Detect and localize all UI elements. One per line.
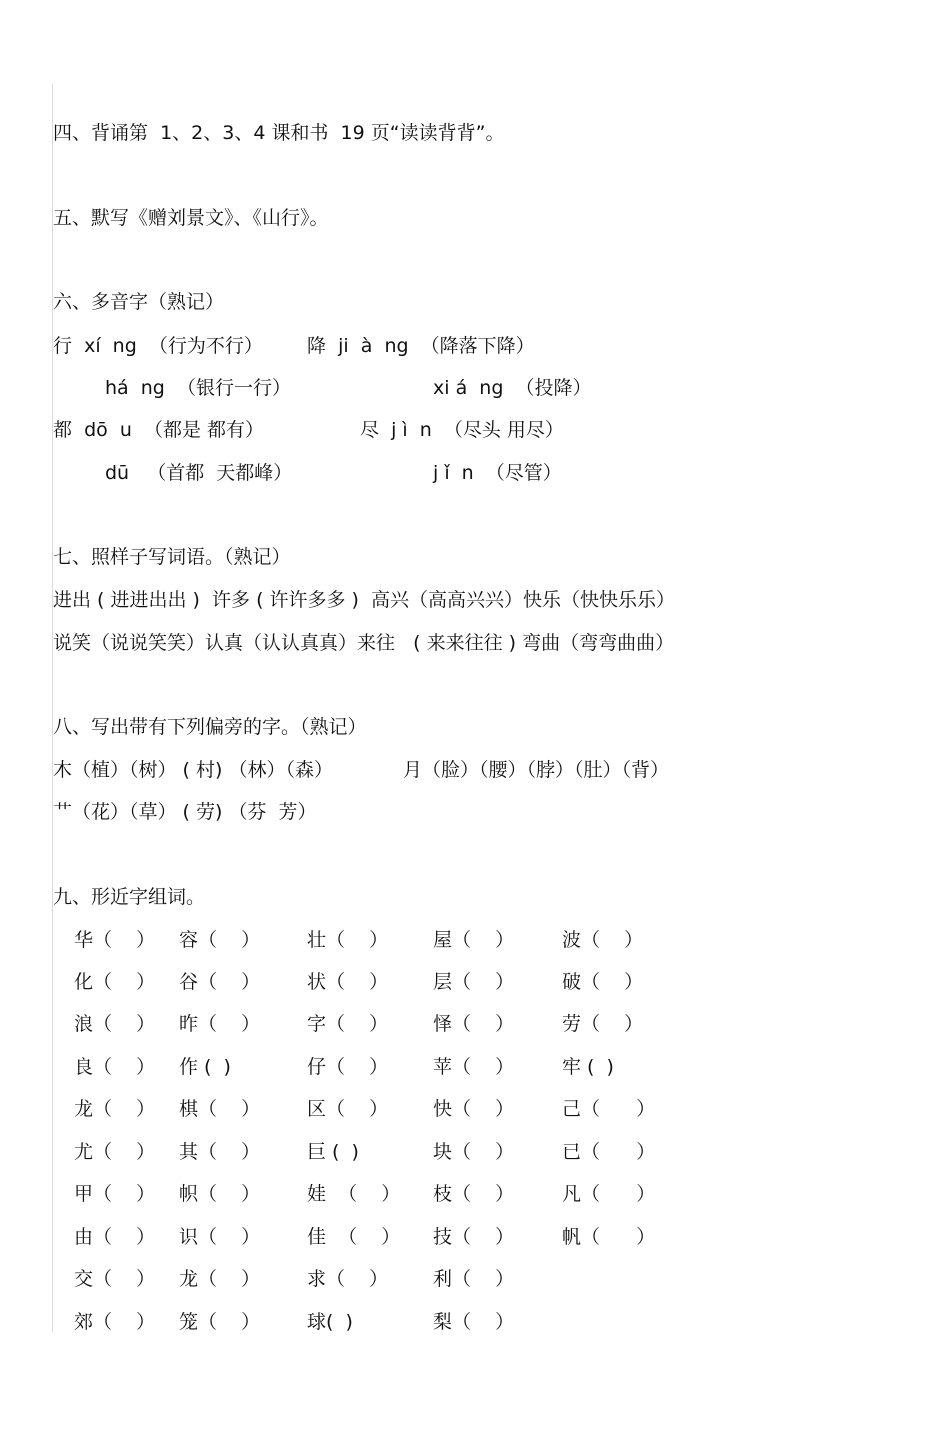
grid-cell: 己（ ） — [562, 1098, 656, 1120]
grid-cell: 苹（ ） — [433, 1056, 515, 1078]
grid-row — [74, 1224, 714, 1250]
polyphone-jiang: 降 ji à ng （降落下降） — [307, 335, 535, 357]
grid-cell: 其（ ） — [179, 1141, 261, 1163]
grid-cell: 龙（ ） — [179, 1268, 261, 1290]
grid-cell: 浪（ ） — [74, 1013, 156, 1035]
grid-cell: 求（ ） — [307, 1268, 389, 1290]
section-8-title: 八、写出带有下列偏旁的字。（熟记） — [53, 716, 367, 738]
grid-cell: 块（ ） — [433, 1141, 515, 1163]
grid-cell: 华（ ） — [74, 929, 156, 951]
grid-row — [74, 1096, 714, 1122]
grid-row — [74, 1181, 714, 1207]
grid-cell: 凡（ ） — [562, 1183, 656, 1205]
grid-cell: 技（ ） — [433, 1226, 515, 1248]
grid-cell: 交（ ） — [74, 1268, 156, 1290]
grid-cell: 枝（ ） — [433, 1183, 515, 1205]
grid-cell: 壮（ ） — [307, 929, 389, 951]
section-7-title: 七、照样子写词语。（熟记） — [53, 546, 291, 568]
grid-cell: 化（ ） — [74, 971, 156, 993]
grid-cell: 巨 ( ) — [307, 1141, 359, 1163]
grid-cell: 谷（ ） — [179, 971, 261, 993]
grid-cell: 层（ ） — [433, 971, 515, 993]
radical-mu-row: 木（植）（树） ( 村) （林）（森） — [53, 759, 333, 781]
grid-cell: 波（ ） — [562, 929, 644, 951]
grid-row — [74, 1011, 714, 1037]
grid-cell: 快（ ） — [433, 1098, 515, 1120]
grid-cell: 佳 （ ） — [307, 1226, 401, 1248]
grid-cell: 牢 ( ) — [562, 1056, 614, 1078]
grid-cell: 仔（ ） — [307, 1056, 389, 1078]
grid-cell: 作 ( ) — [179, 1056, 231, 1078]
grid-cell: 尤（ ） — [74, 1141, 156, 1163]
grid-cell: 梨（ ） — [433, 1311, 515, 1333]
grid-cell: 龙（ ） — [74, 1098, 156, 1120]
section-6-title: 六、多音字（熟记） — [53, 291, 225, 313]
grid-cell: 利（ ） — [433, 1268, 515, 1290]
grid-cell: 区（ ） — [307, 1098, 389, 1120]
section-5-text: 五、默写《赠刘景文》、《山行》。 — [53, 207, 329, 229]
section-9-title: 九、形近字组词。 — [53, 886, 206, 908]
grid-cell: 破（ ） — [562, 971, 644, 993]
page-margin-line — [52, 84, 53, 1332]
grid-cell: 笼（ ） — [179, 1311, 261, 1333]
polyphone-du: dū （首都 天都峰） — [105, 462, 293, 484]
grid-cell: 劳（ ） — [562, 1013, 644, 1035]
grid-row — [74, 1266, 714, 1292]
grid-cell: 帜（ ） — [179, 1183, 261, 1205]
grid-cell: 容（ ） — [179, 929, 261, 951]
polyphone-hang: há ng （银行一行） — [105, 377, 291, 399]
grid-cell: 字（ ） — [307, 1013, 389, 1035]
grid-row — [74, 927, 714, 953]
polyphone-jin: 尽 j ì n （尽头 用尽） — [360, 419, 564, 441]
grid-row — [74, 1309, 714, 1335]
polyphone-xiang: xi á ng （投降） — [433, 377, 592, 399]
grid-cell: 识（ ） — [179, 1226, 261, 1248]
radical-cao-row: 艹（花）（草） ( 劳) （芬 芳） — [53, 801, 317, 823]
radical-yue-row: 月（脸）（腰）（脖）（肚）（背） — [403, 759, 670, 781]
grid-cell: 由（ ） — [74, 1226, 156, 1248]
word-pattern-row-2: 说笑（说说笑笑）认真（认认真真）来往 ( 来来往往 ) 弯曲（弯弯曲曲） — [53, 632, 675, 654]
grid-cell: 已（ ） — [562, 1141, 656, 1163]
grid-row — [74, 1054, 714, 1080]
grid-cell: 棋（ ） — [179, 1098, 261, 1120]
grid-row — [74, 1139, 714, 1165]
polyphone-dou: 都 dō u （都是 都有） — [53, 419, 265, 441]
section-4-text: 四、背诵第 1、2、3、4 课和书 19 页“读读背背”。 — [53, 122, 505, 144]
grid-cell: 球( ) — [307, 1311, 353, 1333]
grid-cell: 状（ ） — [307, 971, 389, 993]
grid-cell: 甲（ ） — [74, 1183, 156, 1205]
grid-cell: 娃 （ ） — [307, 1183, 401, 1205]
grid-cell: 良（ ） — [74, 1056, 156, 1078]
polyphone-xing: 行 xí ng （行为不行） — [53, 335, 263, 357]
grid-cell: 帆（ ） — [562, 1226, 656, 1248]
grid-cell: 屋（ ） — [433, 929, 515, 951]
grid-cell: 怿（ ） — [433, 1013, 515, 1035]
grid-row — [74, 969, 714, 995]
polyphone-jin2: j ǐ n （尽管） — [433, 462, 562, 484]
grid-cell: 郊（ ） — [74, 1311, 156, 1333]
word-pattern-row-1: 进出 ( 进进出出 ) 许多 ( 许许多多 ) 高兴（高高兴兴）快乐（快快乐乐） — [53, 589, 676, 611]
grid-cell: 昨（ ） — [179, 1013, 261, 1035]
